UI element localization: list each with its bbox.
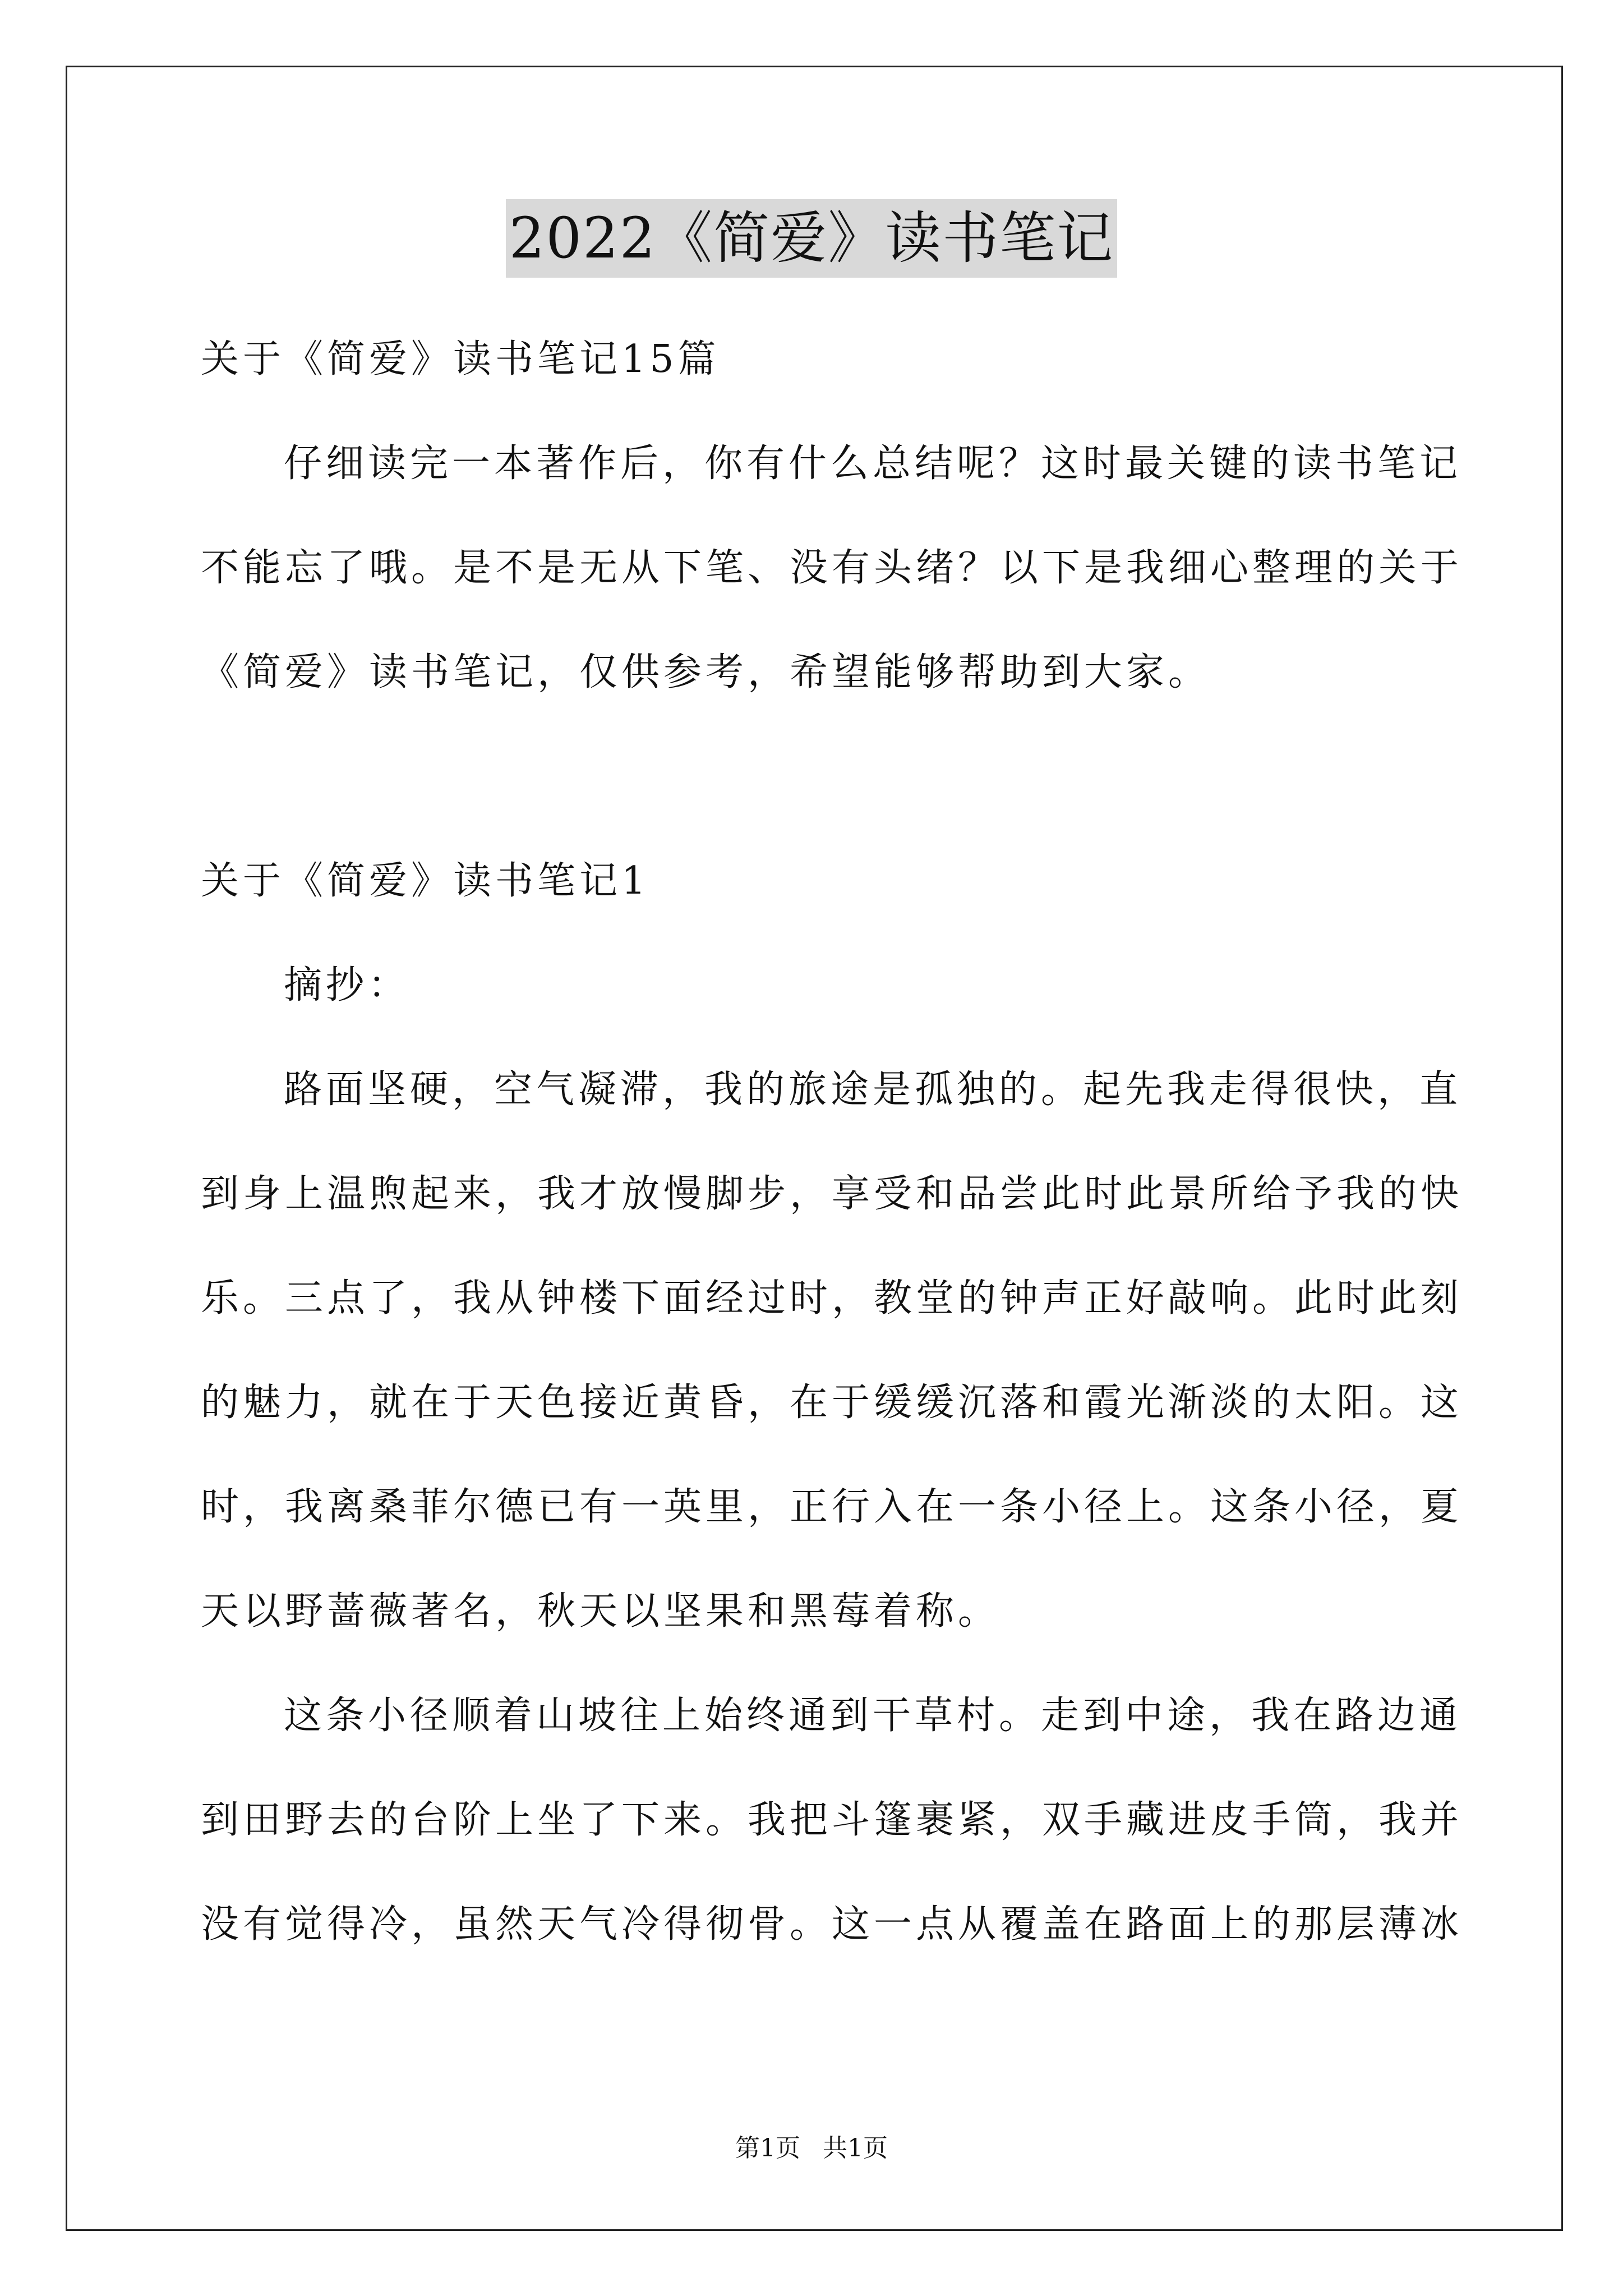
paragraph-line: 到田野去的台阶上坐了下来。我把斗篷裹紧，双手藏进皮手筒，我并 xyxy=(201,1798,1463,1842)
paragraph-line: 到身上温煦起来，我才放慢脚步，享受和品尝此时此景所给予我的快 xyxy=(201,1172,1463,1216)
document-body xyxy=(201,307,1463,1977)
document-title: 2022《简爱》读书笔记 xyxy=(506,199,1118,278)
paragraph-line: 时，我离桑菲尔德已有一英里，正行入在一条小径上。这条小径，夏 xyxy=(201,1485,1463,1529)
excerpt-label: 摘抄： xyxy=(284,963,411,1007)
intro-line: 仔细读完一本著作后，你有什么总结呢？这时最关键的读书笔记 xyxy=(284,441,1462,486)
section-heading: 关于《简爱》读书笔记1 xyxy=(201,859,650,903)
paragraph-line: 没有觉得冷，虽然天气冷得彻骨。这一点从覆盖在路面上的那层薄冰 xyxy=(201,1902,1463,1947)
paragraph-line: 路面坚硬，空气凝滞，我的旅途是孤独的。起先我走得很快，直 xyxy=(284,1068,1462,1112)
page-footer xyxy=(0,2132,1623,2165)
page-number: 第1页 xyxy=(735,2134,800,2162)
spacer xyxy=(201,725,1435,829)
paragraph-line: 的魅力，就在于天色接近黄昏，在于缓缓沉落和霞光渐淡的太阳。这 xyxy=(201,1381,1463,1425)
paragraph-line: 乐。三点了，我从钟楼下面经过时，教堂的钟声正好敲响。此时此刻 xyxy=(201,1276,1463,1320)
paragraph-line: 这条小径顺着山坡往上始终通到干草村。走到中途，我在路边通 xyxy=(284,1694,1462,1738)
subtitle: 关于《简爱》读书笔记15篇 xyxy=(201,337,720,381)
intro-line: 不能忘了哦。是不是无从下笔、没有头绪？以下是我细心整理的关于 xyxy=(201,546,1463,590)
intro-line: 《简爱》读书笔记，仅供参考，希望能够帮助到大家。 xyxy=(201,650,1211,694)
paragraph-line: 天以野蔷薇著名，秋天以坚果和黑莓着称。 xyxy=(201,1589,1000,1634)
title-wrap xyxy=(0,199,1623,278)
page-total: 共1页 xyxy=(823,2134,888,2162)
